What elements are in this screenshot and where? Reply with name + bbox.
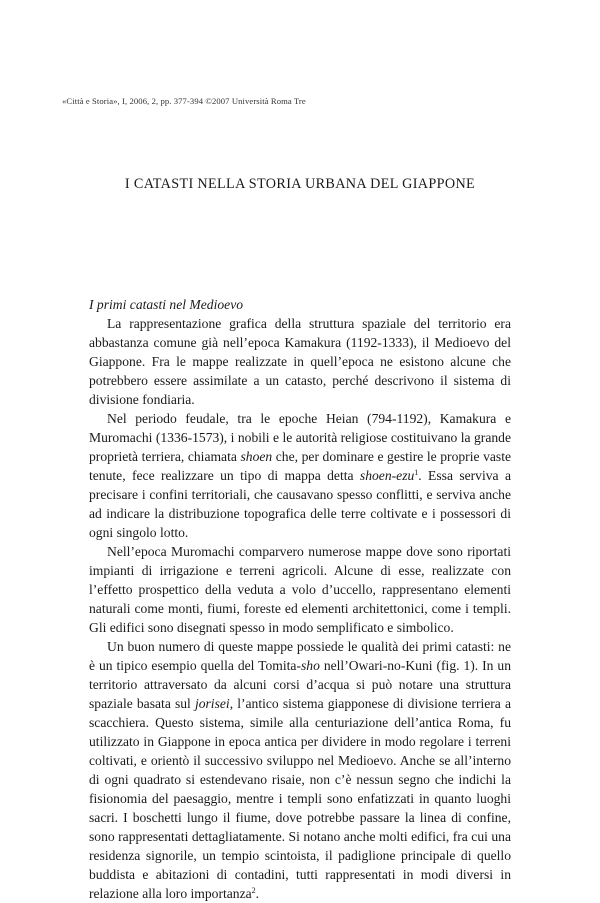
paragraphs xyxy=(89,314,511,903)
italic-term: sho xyxy=(300,658,320,673)
text-run: La rappresentazione grafica della struttura spaziale del territorio era abbastanza comune già nell’epoca Kamakura (1192-1333), il Medioevo del Giappone. Fra le mappe realizzate in quell’epoca ne esistono alcune che potrebbero essere assimilate a un catasto, perché descrivono il sistema di divisione fondiaria. xyxy=(89,316,511,407)
running-head: «Città e Storia», I, 2006, 2, pp. 377-394 ©2007 Università Roma Tre xyxy=(62,96,306,106)
footnote-ref: 1 xyxy=(414,468,419,477)
body-paragraph xyxy=(89,409,511,542)
italic-term: shoen-ezu xyxy=(359,468,415,483)
italic-term: jorisei xyxy=(194,696,230,711)
text-run: nell’Owari-no-Kuni (fig. 1). In un territorio attraversato da alcuni corsi d’acqua si può notare una struttura spaziale basata sul xyxy=(89,658,511,711)
footnote-ref: 2 xyxy=(251,886,256,895)
section-heading: I primi catasti nel Medioevo xyxy=(89,297,244,312)
article-body xyxy=(89,295,511,903)
text-run: Nell’epoca Muromachi comparvero numerose mappe dove sono riportati impianti di irrigazione e terreni agricoli. Alcune di esse, realizzate con l’effetto prospettico della veduta a volo d’uccello, rappresentano elementi naturali come monti, fiumi, foreste ed elementi architettonici, come i templi. Gli edifici sono disegnati spesso in modo semplificato e simbolico. xyxy=(89,544,511,635)
text-run: . Essa serviva a precisare i confini territoriali, che causavano spesso conflitti, e serviva anche ad indicare la distribuzione topografica delle terre coltivate e i possessori di ogni singolo lotto. xyxy=(89,468,511,540)
text-run: , l’antico sistema giapponese di divisione terriera a scacchiera. Questo sistema, simile alla centuriazione dell’antica Roma, fu utilizzato in Giappone in epoca antica per dividere in modo regolare i terreni coltivati, e orientò il successivo sviluppo nel Medioevo. Anche se all’interno di ogni quadrato si estendevano risaie, non c’è nessun segno che indichi la fisionomia del paesaggio, mentre i templi sono enfatizzati in quanto luoghi sacri. I boschetti lungo il fiume, dove potrebbe passare la linea di confine, sono rappresentati dettagliatamente. Si notano anche molti edifici, fra cui una residenza signorile, un tempio scintoista, il padiglione principale di quello buddista e abitazioni di contadini, tutti rappresentati in modi diversi in relazione alla loro importanza xyxy=(89,696,511,901)
body-paragraph xyxy=(89,314,511,409)
body-paragraph xyxy=(89,637,511,903)
article-title: I CATASTI NELLA STORIA URBANA DEL GIAPPONE xyxy=(124,176,476,192)
text-run: che, per dominare e gestire le proprie vaste tenute, fece realizzare un tipo di mappa detta xyxy=(89,449,512,483)
text-run: Nel periodo feudale, tra le epoche Heian (794-1192), Kamakura e Muromachi (1336-1573), i nobili e le autorità religiose costituivano la grande proprietà terriera, chiamata xyxy=(89,411,511,464)
italic-term: shoen xyxy=(240,449,273,464)
body-paragraph xyxy=(89,542,511,637)
text-run: Un buon numero di queste mappe possiede le qualità dei primi catasti: ne è un tipico esempio quella del Tomita- xyxy=(89,639,511,673)
text-run: . xyxy=(255,886,260,901)
